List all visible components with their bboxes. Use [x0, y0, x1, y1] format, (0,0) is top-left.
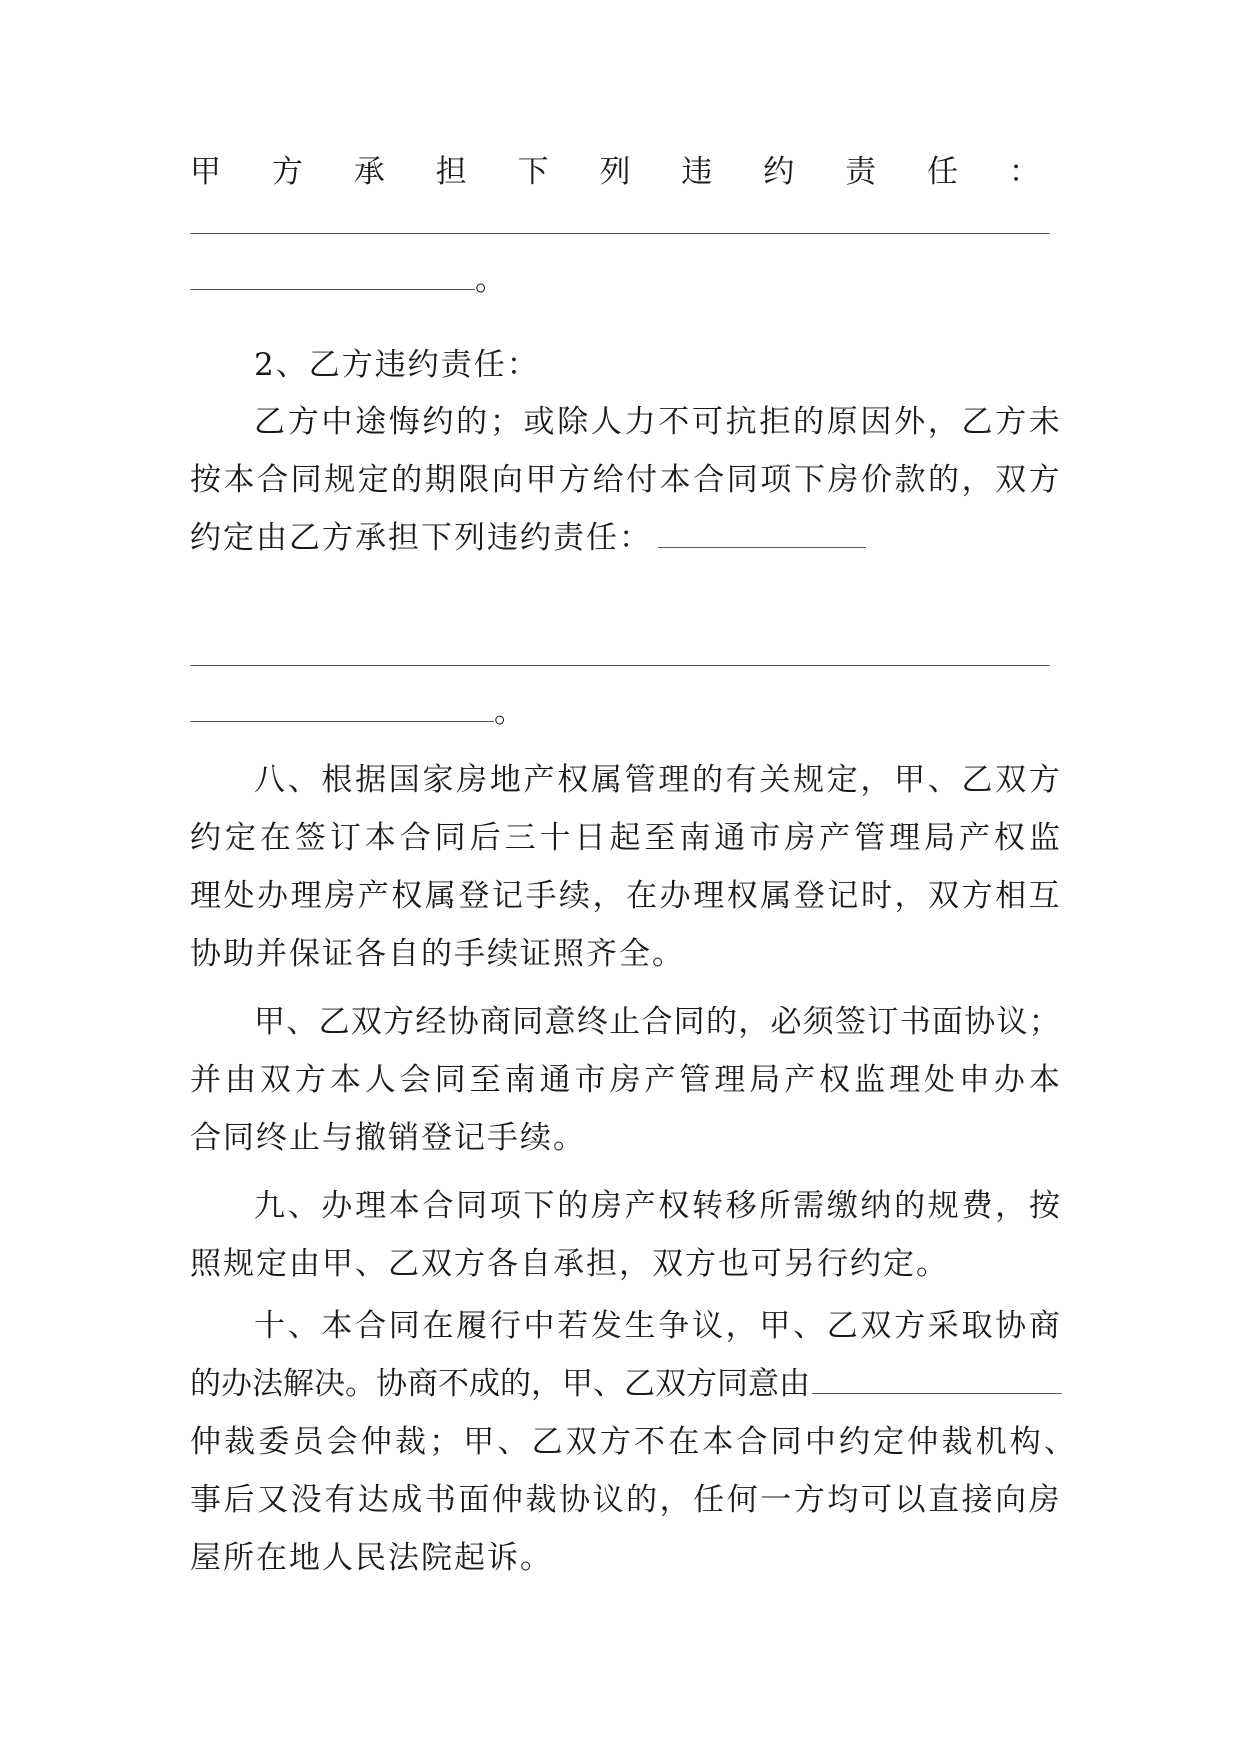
fill-in-blank [812, 1365, 1062, 1394]
paragraph-text: 甲 、 乙 双 方 经 协 商 同 意 终 止 合 同 的 ， 必 须 签 订 书 面 协 议 ； [254, 1004, 1060, 1040]
paragraph-text: 乙 方 中 途 悔 约 的 ； 或 除 人 力 不 可 抗 拒 的 原 因 外 ， 乙 方 未 [254, 404, 1060, 440]
spread-char: 违 [681, 154, 713, 190]
paragraph-text: 理 处 办 理 房 产 权 属 登 记 手 续 ， 在 办 理 权 属 登 记 时 ， 双 方 相 互 [190, 878, 1060, 914]
period-mark: 。 [494, 694, 527, 730]
fill-in-blank [658, 519, 866, 548]
party-b-liability-heading: 2、乙方违约责任： [254, 347, 540, 383]
paragraph-text: 八 、 根 据 国 家 房 地 产 权 属 管 理 的 有 关 规 定 ， 甲 、 乙 双 方 [254, 762, 1060, 798]
paragraph-text: 事 后 又 没 有 达 成 书 面 仲 裁 协 议 的 ， 任 何 一 方 均 可 以 直 接 向 房 [190, 1482, 1060, 1518]
paragraph-text: 合同终止与撤销登记手续。 [190, 1120, 586, 1156]
spread-char: 承 [353, 154, 385, 190]
paragraph-text: 协助并保证各自的手续证照齐全。 [190, 936, 685, 972]
paragraph-text: 屋所在地人民法院起诉。 [190, 1540, 553, 1576]
spread-char: 任 [927, 154, 959, 190]
spread-char: 列 [599, 154, 631, 190]
paragraph-text: 九 、 办 理 本 合 同 项 下 的 房 产 权 转 移 所 需 缴 纳 的 规 费 ， 按 [254, 1188, 1060, 1224]
paragraph-text: 十 、 本 合 同 在 履 行 中 若 发 生 争 议 ， 甲 、 乙 双 方 采 取 协 商 [254, 1308, 1060, 1344]
fill-in-blank [190, 665, 1050, 666]
spread-char: 甲 [190, 154, 221, 190]
spread-char: 方 [271, 154, 303, 190]
paragraph-text: 约定由乙方承担下列违约责任： [190, 518, 1060, 558]
paragraph-text: 照规定由甲、乙双方各自承担，双方也可另行约定。 [190, 1246, 949, 1282]
paragraph-text: 仲 裁 委 员 会 仲 裁 ； 甲 、 乙 双 方 不 在 本 合 同 中 约 定 仲 裁 机 构 、 [190, 1424, 1075, 1460]
paragraph-text: 并 由 双 方 本 人 会 同 至 南 通 市 房 产 管 理 局 产 权 监 理 处 申 办 本 [190, 1062, 1060, 1098]
spread-char: 担 [435, 154, 467, 190]
period-mark: 。 [475, 262, 508, 298]
paragraph-text: 按 本 合 同 规 定 的 期 限 向 甲 方 给 付 本 合 同 项 下 房 价 款 的 ， 双 方 [190, 462, 1060, 498]
party-b-liability-end [190, 692, 1060, 732]
spread-char: 责 [845, 154, 877, 190]
spread-char: 约 [763, 154, 795, 190]
party-a-liability-end [190, 260, 1060, 300]
fill-in-blank [190, 233, 1050, 234]
paragraph-text: 的办法解决。协商不成的，甲、乙双方同意由 [190, 1364, 1060, 1404]
spread-char: 下 [517, 154, 549, 190]
spread-char: ： [1008, 154, 1040, 190]
spread-text [190, 152, 1040, 192]
fill-in-blank [190, 693, 494, 722]
paragraph-text: 约 定 在 签 订 本 合 同 后 三 十 日 起 至 南 通 市 房 产 管 理 局 产 权 监 [190, 820, 1060, 856]
party-a-liability-line [190, 152, 1060, 192]
fill-in-blank [190, 261, 475, 290]
